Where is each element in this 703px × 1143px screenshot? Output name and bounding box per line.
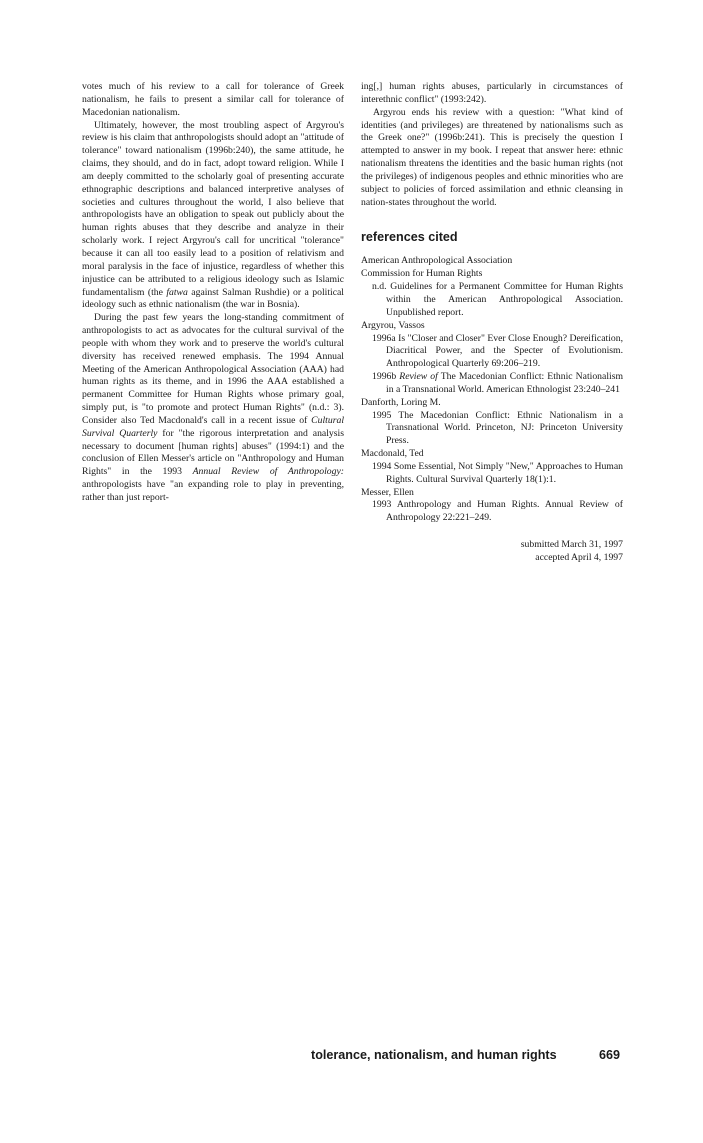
paragraph bbox=[82, 312, 344, 505]
page-number: 669 bbox=[599, 1048, 621, 1062]
reference-author: Messer, Ellen bbox=[361, 486, 414, 498]
references-heading: references cited bbox=[361, 230, 458, 245]
paragraph-text: anthropologists have "an expanding role to play in preventing, rather than just report- bbox=[82, 479, 344, 503]
reference-text: The Macedonian Conflict: Ethnic Nationalism in a Transnational World. American Ethnologist 23:240–241 bbox=[386, 371, 624, 395]
italic-term: fatwa bbox=[166, 286, 188, 298]
reference-entry: 1996a Is "Closer and Closer" Ever Close Enough? Dereification, Diacritical Power, and the Specter of Evolutionism. Anthropological Quarterly 69:206–219. bbox=[372, 332, 623, 370]
paragraph: votes much of his review to a call for tolerance of Greek nationalism, he fails to present a similar call for tolerance of Macedonian nationalism. bbox=[82, 81, 344, 118]
paragraph bbox=[82, 120, 344, 313]
reference-entry bbox=[361, 371, 623, 397]
reference-entry: 1993 Anthropology and Human Rights. Annual Review of Anthropology 22:221–249. bbox=[372, 499, 623, 524]
paragraph-text: against Salman Rushdie) or a political ideology such as ethnic nationalism (the war in Bosnia). bbox=[82, 286, 344, 311]
paragraph-text: During the past few years the long-standing commitment of anthropologists to act as advocates for the cultural survival of the people with whom they work and to preserve the world's cultural diversity has received renewed emphasis. The 1994 Annual Meeting of the American Anthropological Association (AAA) had human rights as its theme, and in 1996 the AAA established a permanent Committee for Human Rights whose primary goal, simply put, is "to promote and protect Human Rights" (n.d.: 3). Consider also Ted Macdonald's call in a recent issue of bbox=[82, 312, 344, 426]
accepted-date: accepted April 4, 1997 bbox=[535, 552, 623, 564]
paragraph: Argyrou ends his review with a question: "What kind of identities (and privileges) are threatened by nationalisms such as the Greek one?" (1996b:241). This is precisely the question I attempted to answer in my book. I repeat that answer here: ethnic nationalism threatens the identities and the basic human rights (not the privileges) of indigenous peoples and ethnic minorities who are subject to policies of forced assimilation and ethnic cleansing in nation-states throughout the world. bbox=[361, 106, 623, 208]
running-title: tolerance, nationalism, and human rights bbox=[311, 1048, 557, 1062]
reference-author: Macdonald, Ted bbox=[361, 448, 424, 460]
submission-dates bbox=[361, 539, 623, 565]
reference-author: Commission for Human Rights bbox=[361, 268, 483, 280]
submitted-date: submitted March 31, 1997 bbox=[520, 539, 623, 551]
reference-italic: Review of bbox=[399, 371, 438, 383]
right-column bbox=[361, 81, 623, 565]
left-column bbox=[82, 81, 344, 505]
paragraph-text: Ultimately, however, the most troubling aspect of Argyrou's review is his claim that anthropologists should adopt an "attitude of tolerance" toward nationalism (1996b:240), the same attitude, he claims, they should, and do in fact, adopt toward religion. While I am deeply committed to the scholarly goal of presenting accurate ethnographic descriptions and balanced interpretive analyses of societies and cultures throughout the world, I also believe that anthropologists have an obligation to speak out publicly about the human rights abuses that they describe and analyze in their scholarly work. I reject Argyrou's call for uncritical "tolerance" because it can all too easily lead to a position of relativism and moral paralysis in the face of injustice, regardless of whether this injustice can be attributed to a religious ideology such as Islamic fundamentalism (the bbox=[82, 119, 344, 298]
paragraph-text: for "the rigorous interpretation and analysis necessary to document [human rights] abuses" (1994:1) and the conclusion of Ellen Messer's article on "Anthropology and Human Rights" in the 1993 bbox=[82, 427, 344, 478]
reference-entry: n.d. Guidelines for a Permanent Committee for Human Rights within the American Anthropological Association. Unpublished report. bbox=[372, 281, 623, 318]
reference-author: Argyrou, Vassos bbox=[361, 319, 425, 331]
reference-entry: 1995 The Macedonian Conflict: Ethnic Nationalism in a Transnational World. Princeton, NJ: Princeton University Press. bbox=[372, 409, 623, 447]
reference-author: American Anthropological Association bbox=[361, 255, 513, 267]
reference-author: Danforth, Loring M. bbox=[361, 396, 441, 408]
paragraph: ing[,] human rights abuses, particularly in circumstances of interethnic conflict" (1993:242). bbox=[361, 81, 623, 105]
journal-title: Annual Review of Anthropology: bbox=[192, 466, 344, 478]
reference-entry: 1994 Some Essential, Not Simply "New," Approaches to Human Rights. Cultural Survival Quarterly 18(1):1. bbox=[372, 460, 623, 485]
reference-list bbox=[361, 255, 623, 525]
journal-title: Cultural Survival Quarterly bbox=[82, 414, 345, 439]
reference-year: 1996b bbox=[372, 371, 397, 383]
